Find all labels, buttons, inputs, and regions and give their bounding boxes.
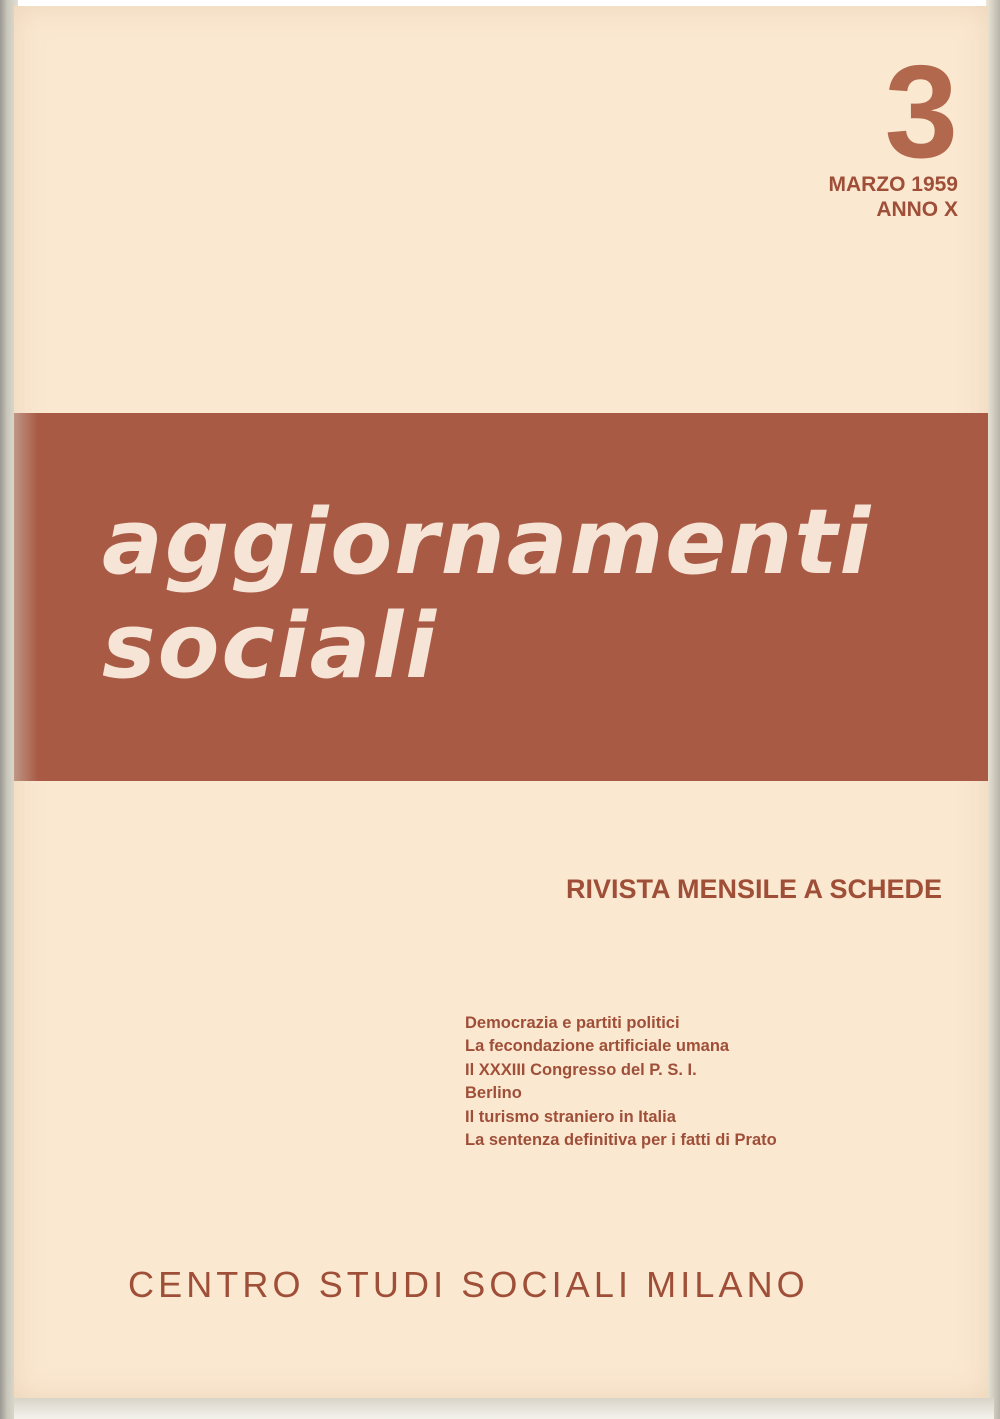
title-band bbox=[14, 413, 988, 781]
issue-number: 3 bbox=[884, 38, 958, 185]
band-wear-mark bbox=[14, 413, 38, 781]
contents-item: Berlino bbox=[465, 1084, 522, 1103]
issue-date-block bbox=[828, 172, 958, 222]
scan-bottom-edge bbox=[14, 1398, 994, 1419]
contents-item: La fecondazione artificiale umana bbox=[465, 1037, 730, 1056]
magazine-title-line-1: aggiornamenti bbox=[102, 490, 873, 595]
magazine-title bbox=[102, 491, 872, 699]
contents-item: La sentenza definitiva per i fatti di Prato bbox=[465, 1131, 777, 1150]
issue-month-year: MARZO 1959 bbox=[828, 173, 958, 196]
contents-item: Democrazia e partiti politici bbox=[465, 1014, 680, 1032]
table-of-contents bbox=[465, 1012, 777, 1152]
publisher-name: CENTRO STUDI SOCIALI MILANO bbox=[128, 1264, 809, 1305]
magazine-title-line-2: sociali bbox=[102, 594, 439, 699]
scan-edge-right bbox=[986, 0, 1000, 1419]
contents-item: Il XXXIII Congresso del P. S. I. bbox=[465, 1060, 697, 1079]
contents-item: Il turismo straniero in Italia bbox=[465, 1107, 676, 1126]
magazine-subtitle: RIVISTA MENSILE A SCHEDE bbox=[565, 874, 942, 904]
issue-volume: ANNO X bbox=[876, 198, 958, 221]
